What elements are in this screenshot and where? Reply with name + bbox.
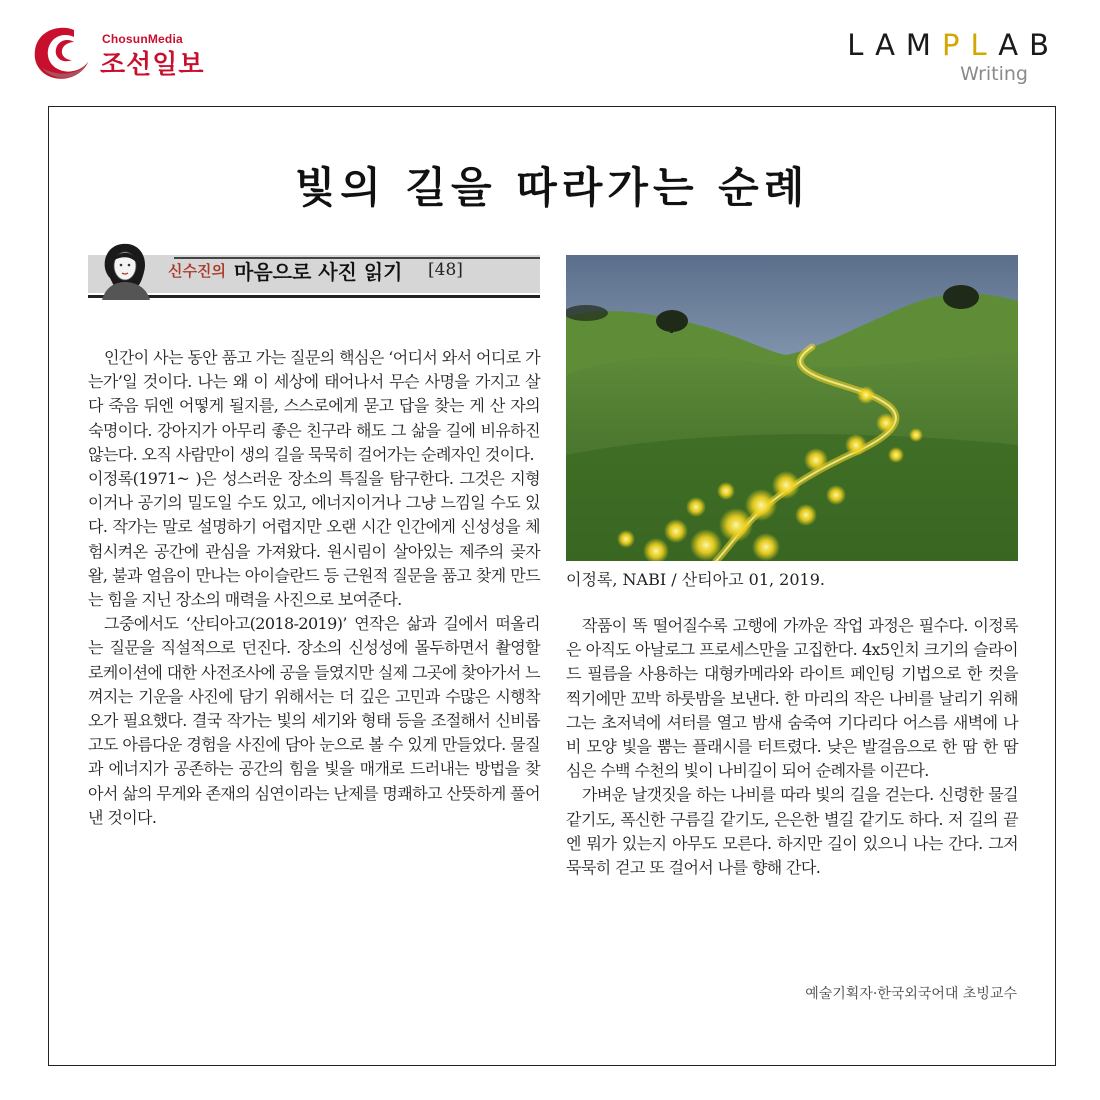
- lamplab-part-3: AB: [998, 28, 1060, 62]
- lamplab-part-2: PL: [941, 28, 999, 62]
- article-paragraph: 인간이 사는 동안 품고 가는 질문의 핵심은 ‘어디서 와서 어디로 가는가’일 것이다. 나는 왜 이 세상에 태어나서 무슨 사명을 가지고 살다 죽음 뒤엔 어떻게 될지를, 스스로에게 묻고 답을 찾는 게 산 자의 숙명이다. 강아지가 아무리 좋은 친구라 해도 그 삶을 길에 비유하진 않는다. 오직 사람만이 생의 길을 묵묵히 걸어가는 순례자인 것이다.: [88, 348, 540, 464]
- lamplab-wordmark: [847, 28, 1060, 62]
- lamplab-subtitle: Writing: [960, 63, 1028, 85]
- article-paragraph: 가벼운 날갯짓을 하는 나비를 따라 빛의 길을 걷는다. 신령한 물길 같기도, 폭신한 구름길 같기도, 은은한 별길 같기도 하다. 저 길의 끝엔 뭐가 있는지 아무도 모른다. 하지만 길이 있으니 나는 간다. 그저 묵묵히 걷고 또 걸어서 나를 향해 간다.: [566, 785, 1018, 878]
- column-header: [88, 238, 540, 300]
- article-left-column: [88, 346, 540, 830]
- author-portrait: [94, 238, 158, 300]
- chosun-swoosh-icon: [30, 22, 92, 84]
- article-paragraph: 이정록(1971~ )은 성스러운 장소의 특질을 탐구한다. 그것은 지형이거나 공기의 밀도일 수도 있고, 에너지이거나 그냥 느낌일 수도 있다. 작가는 말로 설명하기 어렵지만 오랜 시간 인간에게 신성성을 체험시켜온 공간에 관심을 가져왔다. 원시림이 살아있는 제주의 곶자왈, 불과 얼음이 만나는 아이슬란드 등 근원적 질문을 품고 찾게 만드는 힘을 지닌 장소의 매력을 사진으로 보여준다.: [88, 469, 540, 610]
- author-byline: 예술기획자·한국외국어대 초빙교수: [805, 986, 1017, 1002]
- article-right-column: [566, 614, 1018, 880]
- column-issue-number: [48]: [428, 260, 463, 280]
- lamplab-logo: [847, 28, 1060, 85]
- chosun-ilbo-logo: [30, 22, 220, 84]
- article-paragraph: 작품이 똑 떨어질수록 고행에 가까운 작업 과정은 필수다. 이정록은 아직도 아날로그 프로세스만을 고집한다. 4x5인치 크기의 슬라이드 필름을 사용하는 대형카메라와 라이트 페인팅 기법으로 한 컷을 찍기에만 꼬박 하룻밤을 보낸다. 한 마리의 작은 나비를 날리기 위해 그는 초저녁에 셔터를 열고 밤새 숨죽여 기다리다 어스름 새벽에 나비 모양 빛을 뿜는 플래시를 터트렸다. 낮은 발걸음으로 한 땀 한 땀 심은 수백 수천의 빛이 나비길이 되어 순례자를 이끈다.: [566, 616, 1018, 781]
- column-author-name: 신수진의: [168, 262, 226, 280]
- article-headline: 빛의 길을 따라가는 순례: [294, 163, 810, 212]
- chosun-media-label: ChosunMedia: [102, 32, 183, 46]
- article-paragraph: 그중에서도 ‘산티아고(2018-2019)’ 연작은 삶과 길에서 떠올리는 질문을 직설적으로 던진다. 장소의 신성성에 몰두하면서 촬영할 로케이션에 대한 사전조사에 공을 들였지만 실제 그곳에 찾아가서 느껴지는 기운을 사진에 담기 위해서는 더 깊은 고민과 수많은 시행착오가 필요했다. 결국 작가는 빛의 세기와 형태 등을 조절해서 신비롭고도 아름다운 경험을 사진에 담아 눈으로 볼 수 있게 만들었다. 물질과 에너지가 공존하는 공간의 힘을 빛을 매개로 드러내는 방법을 찾아서 삶의 무게와 존재의 심연이라는 난제를 명쾌하고 산뜻하게 풀어낸 것이다.: [88, 614, 540, 827]
- photo-caption: 이정록, NABI / 산티아고 01, 2019.: [566, 570, 825, 589]
- chosun-ilbo-label: 조선일보: [100, 50, 205, 80]
- lamplab-part-1: LAM: [847, 28, 942, 62]
- column-series-title: 마음으로 사진 읽기: [234, 260, 403, 284]
- article-photo: [566, 255, 1018, 561]
